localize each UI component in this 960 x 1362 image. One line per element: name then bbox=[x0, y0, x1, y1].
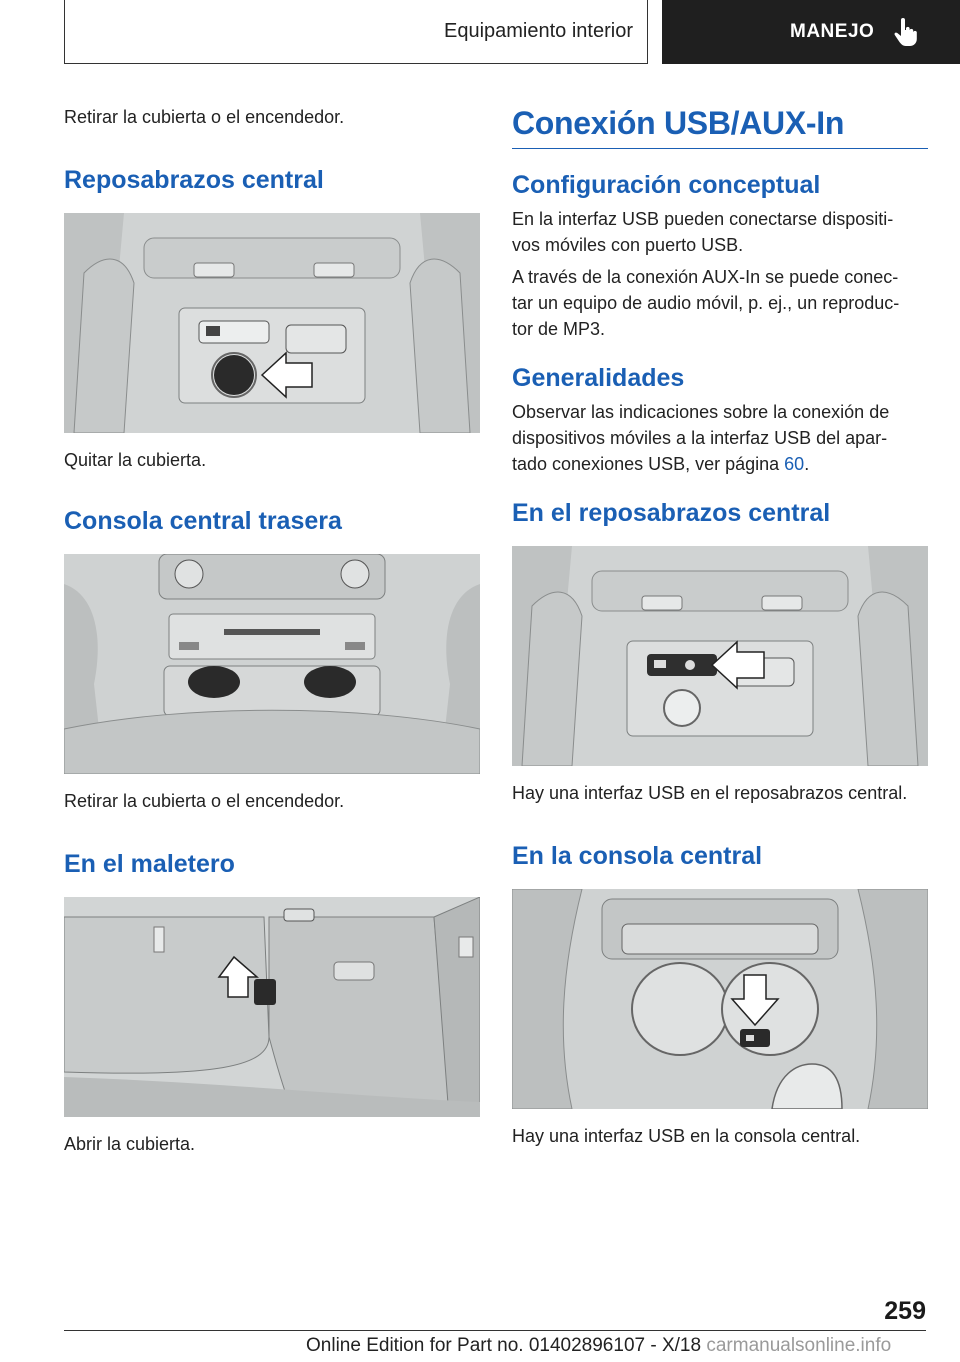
heading-armrest-usb: En el reposabrazos central bbox=[512, 499, 831, 527]
page-main-title: Conexión USB/AUX-In bbox=[512, 105, 845, 141]
caption-center-console: Hay una interfaz USB en la consola central. bbox=[512, 1126, 861, 1146]
footer-rule bbox=[64, 1330, 926, 1331]
right-column bbox=[512, 100, 928, 1149]
heading-armrest: Reposabrazos central bbox=[64, 166, 324, 194]
left-column bbox=[64, 100, 480, 1157]
chapter-tab bbox=[662, 0, 960, 64]
hand-pointer-icon bbox=[892, 18, 918, 46]
caption-rear-console: Retirar la cubierta o el encendedor. bbox=[64, 791, 345, 811]
heading-trunk: En el maletero bbox=[64, 850, 235, 878]
page-reference-link[interactable]: 60 bbox=[784, 454, 805, 474]
page-header bbox=[0, 0, 960, 66]
center-console-figure bbox=[512, 889, 928, 1109]
general-text: Observar las indicaciones sobre la conexión de dispositivos móviles a la interfaz USB del apar- tado conexiones USB, ver página 60. bbox=[512, 402, 890, 474]
armrest-usb-figure bbox=[512, 546, 928, 766]
caption-armrest: Quitar la cubierta. bbox=[64, 450, 207, 470]
watermark-text: carmanualsonline.info bbox=[706, 1335, 892, 1356]
heading-general: Generalidades bbox=[512, 364, 685, 392]
section-tab bbox=[64, 0, 648, 64]
footer-edition bbox=[306, 1335, 891, 1357]
caption-armrest-usb: Hay una interfaz USB en el reposabrazos central. bbox=[512, 783, 908, 803]
concept-text-1: En la interfaz USB pueden conectarse dispositi- vos móviles con puerto USB. bbox=[512, 209, 894, 255]
heading-concept: Configuración conceptual bbox=[512, 171, 821, 199]
armrest-figure bbox=[64, 213, 480, 433]
intro-text: Retirar la cubierta o el encendedor. bbox=[64, 107, 345, 127]
section-title: Equipamiento interior bbox=[444, 20, 633, 42]
rear-console-figure bbox=[64, 554, 480, 774]
heading-rear-console: Consola central trasera bbox=[64, 507, 342, 535]
page-number: 259 bbox=[884, 1297, 926, 1325]
trunk-figure bbox=[64, 897, 480, 1117]
concept-text-2: A través de la conexión AUX-In se puede conec- tar un equipo de audio móvil, p. ej., un reproduc- tor de MP3. bbox=[512, 267, 900, 339]
edition-text: Online Edition for Part no. 01402896107 - X/18 bbox=[306, 1335, 702, 1356]
chapter-title: MANEJO bbox=[790, 21, 875, 42]
title-rule bbox=[512, 148, 928, 149]
caption-trunk: Abrir la cubierta. bbox=[64, 1134, 196, 1154]
heading-center-console: En la consola central bbox=[512, 842, 763, 870]
